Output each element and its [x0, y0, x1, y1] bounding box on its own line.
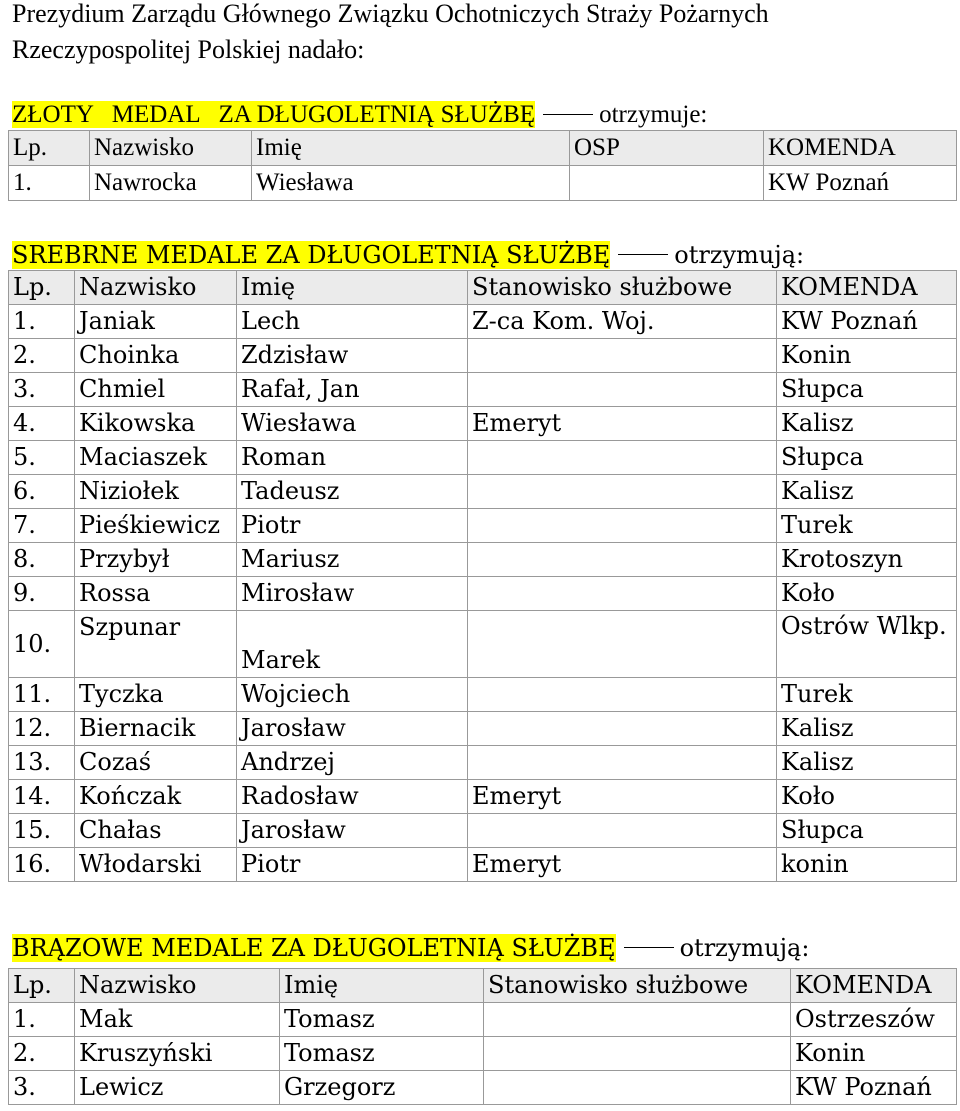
- cell-firstname: Piotr: [237, 848, 468, 882]
- table-header-row: [9, 969, 957, 1003]
- table-row: [9, 373, 957, 407]
- table-header-row: [9, 271, 957, 305]
- cell-surname: Przybył: [75, 543, 237, 577]
- cell-position: [468, 441, 777, 475]
- cell-surname: Szpunar: [75, 611, 237, 678]
- cell-komenda: Kalisz: [777, 746, 957, 780]
- cell-firstname: Tomasz: [280, 1037, 484, 1071]
- heading-dash: [624, 947, 674, 948]
- cell-lp: 1.: [9, 305, 75, 339]
- bronze-table: [8, 968, 957, 1105]
- cell-surname: Niziołek: [75, 475, 237, 509]
- cell-surname: Chałas: [75, 814, 237, 848]
- header-cell: Stanowisko służbowe: [484, 969, 791, 1003]
- cell-komenda: Konin: [791, 1037, 957, 1071]
- cell-surname: Maciaszek: [75, 441, 237, 475]
- cell-surname: Włodarski: [75, 848, 237, 882]
- cell-lp: 3.: [9, 1071, 75, 1105]
- header-cell: Imię: [280, 969, 484, 1003]
- cell-lp: 1.: [9, 166, 90, 201]
- cell-surname: Lewicz: [75, 1071, 280, 1105]
- cell-komenda: Krotoszyn: [777, 543, 957, 577]
- cell-lp: 16.: [9, 848, 75, 882]
- table-row: [9, 475, 957, 509]
- gold-heading: [12, 100, 707, 130]
- cell-surname: Nawrocka: [90, 166, 252, 201]
- bronze-heading-title: BRĄZOWE MEDALE ZA DŁUGOLETNIĄ SŁUŻBĘ: [12, 934, 616, 962]
- cell-komenda: Ostrów Wlkp.: [777, 611, 957, 678]
- header-cell: KOMENDA: [764, 131, 957, 166]
- table-row: [9, 407, 957, 441]
- cell-lp: 12.: [9, 712, 75, 746]
- cell-position: Emeryt: [468, 848, 777, 882]
- cell-surname: Kruszyński: [75, 1037, 280, 1071]
- table-row: [9, 1037, 957, 1071]
- cell-komenda: Słupca: [777, 441, 957, 475]
- cell-lp: 2.: [9, 1037, 75, 1071]
- header-cell: Nazwisko: [75, 271, 237, 305]
- cell-lp: 3.: [9, 373, 75, 407]
- cell-firstname: Andrzej: [237, 746, 468, 780]
- cell-lp: 9.: [9, 577, 75, 611]
- cell-firstname: Piotr: [237, 509, 468, 543]
- cell-lp: 7.: [9, 509, 75, 543]
- cell-lp: 5.: [9, 441, 75, 475]
- table-header-row: [9, 131, 957, 166]
- table-row: [9, 543, 957, 577]
- cell-surname: Choinka: [75, 339, 237, 373]
- silver-table: [8, 270, 957, 882]
- cell-position: [484, 1003, 791, 1037]
- cell-lp: 10.: [9, 611, 75, 678]
- table-row: [9, 305, 957, 339]
- cell-firstname: Wojciech: [237, 678, 468, 712]
- table-row: [9, 678, 957, 712]
- cell-firstname: Tomasz: [280, 1003, 484, 1037]
- cell-lp: 2.: [9, 339, 75, 373]
- cell-position: Emeryt: [468, 780, 777, 814]
- cell-firstname: Jarosław: [237, 712, 468, 746]
- cell-position: [468, 339, 777, 373]
- cell-surname: Kikowska: [75, 407, 237, 441]
- table-row: [9, 509, 957, 543]
- table-row: [9, 166, 957, 201]
- cell-komenda: Kalisz: [777, 475, 957, 509]
- table-row: [9, 441, 957, 475]
- header-cell: OSP: [570, 131, 764, 166]
- cell-position: [468, 543, 777, 577]
- cell-komenda: Koło: [777, 577, 957, 611]
- gold-heading-title: ZŁOTY MEDAL ZA DŁUGOLETNIĄ SŁUŻBĘ: [12, 101, 536, 128]
- cell-position: [468, 509, 777, 543]
- cell-firstname: Mirosław: [237, 577, 468, 611]
- header-cell: KOMENDA: [777, 271, 957, 305]
- table-row: [9, 1071, 957, 1105]
- bronze-heading: [12, 933, 809, 963]
- header-cell: Lp.: [9, 271, 75, 305]
- silver-heading-title: SREBRNE MEDALE ZA DŁUGOLETNIĄ SŁUŻBĘ: [12, 241, 611, 269]
- table-row: [9, 814, 957, 848]
- cell-firstname: Marek: [237, 611, 468, 678]
- cell-surname: Pieśkiewicz: [75, 509, 237, 543]
- cell-firstname: Jarosław: [237, 814, 468, 848]
- table-row: [9, 848, 957, 882]
- heading-dash: [618, 254, 668, 255]
- table-row: [9, 712, 957, 746]
- header-cell: Lp.: [9, 969, 75, 1003]
- cell-firstname: Rafał, Jan: [237, 373, 468, 407]
- cell-osp: [570, 166, 764, 201]
- cell-komenda: Konin: [777, 339, 957, 373]
- header-cell: Stanowisko służbowe: [468, 271, 777, 305]
- cell-position: [468, 678, 777, 712]
- cell-firstname: Zdzisław: [237, 339, 468, 373]
- table-row: [9, 780, 957, 814]
- silver-heading-suffix: otrzymują:: [674, 241, 805, 269]
- cell-komenda: Koło: [777, 780, 957, 814]
- cell-komenda: Turek: [777, 678, 957, 712]
- cell-komenda: Ostrzeszów: [791, 1003, 957, 1037]
- cell-lp: 8.: [9, 543, 75, 577]
- cell-komenda: Kalisz: [777, 407, 957, 441]
- header-cell: Nazwisko: [75, 969, 280, 1003]
- cell-firstname: Roman: [237, 441, 468, 475]
- cell-position: Emeryt: [468, 407, 777, 441]
- cell-position: [468, 577, 777, 611]
- cell-lp: 15.: [9, 814, 75, 848]
- cell-lp: 6.: [9, 475, 75, 509]
- cell-lp: 13.: [9, 746, 75, 780]
- cell-firstname: Radosław: [237, 780, 468, 814]
- cell-komenda: konin: [777, 848, 957, 882]
- cell-surname: Tyczka: [75, 678, 237, 712]
- cell-firstname: Tadeusz: [237, 475, 468, 509]
- gold-heading-suffix: otrzymuje:: [599, 101, 708, 128]
- header-cell: Lp.: [9, 131, 90, 166]
- cell-surname: Biernacik: [75, 712, 237, 746]
- heading-dash: [543, 114, 593, 115]
- cell-surname: Kończak: [75, 780, 237, 814]
- header-cell: KOMENDA: [791, 969, 957, 1003]
- bronze-heading-suffix: otrzymują:: [679, 934, 810, 962]
- cell-komenda: Kalisz: [777, 712, 957, 746]
- cell-lp: 1.: [9, 1003, 75, 1037]
- cell-lp: 11.: [9, 678, 75, 712]
- cell-position: [484, 1071, 791, 1105]
- table-row: [9, 1003, 957, 1037]
- table-row: [9, 577, 957, 611]
- cell-position: [468, 746, 777, 780]
- cell-surname: Janiak: [75, 305, 237, 339]
- cell-komenda: KW Poznań: [777, 305, 957, 339]
- cell-surname: Rossa: [75, 577, 237, 611]
- header-cell: Nazwisko: [90, 131, 252, 166]
- cell-position: Z-ca Kom. Woj.: [468, 305, 777, 339]
- cell-surname: Chmiel: [75, 373, 237, 407]
- cell-position: [468, 814, 777, 848]
- table-row: [9, 611, 957, 678]
- cell-firstname: Mariusz: [237, 543, 468, 577]
- cell-firstname: Lech: [237, 305, 468, 339]
- cell-firstname: Wiesława: [237, 407, 468, 441]
- cell-firstname: Grzegorz: [280, 1071, 484, 1105]
- gold-table: [8, 130, 957, 201]
- cell-position: [468, 712, 777, 746]
- cell-position: [484, 1037, 791, 1071]
- cell-position: [468, 611, 777, 678]
- cell-komenda: Słupca: [777, 373, 957, 407]
- cell-surname: Mak: [75, 1003, 280, 1037]
- silver-heading: [12, 240, 804, 270]
- header-cell: Imię: [237, 271, 468, 305]
- table-row: [9, 746, 957, 780]
- cell-surname: Cozaś: [75, 746, 237, 780]
- cell-lp: 4.: [9, 407, 75, 441]
- cell-position: [468, 475, 777, 509]
- cell-komenda: KW Poznań: [791, 1071, 957, 1105]
- cell-position: [468, 373, 777, 407]
- cell-komenda: KW Poznań: [764, 166, 957, 201]
- table-row: [9, 339, 957, 373]
- header-cell: Imię: [252, 131, 570, 166]
- cell-komenda: Turek: [777, 509, 957, 543]
- cell-komenda: Słupca: [777, 814, 957, 848]
- intro-text: Prezydium Zarządu Głównego Związku Ochotniczych Straży Pożarnych Rzeczypospolitej Polskiej nadało:: [12, 0, 769, 64]
- cell-lp: 14.: [9, 780, 75, 814]
- cell-firstname: Wiesława: [252, 166, 570, 201]
